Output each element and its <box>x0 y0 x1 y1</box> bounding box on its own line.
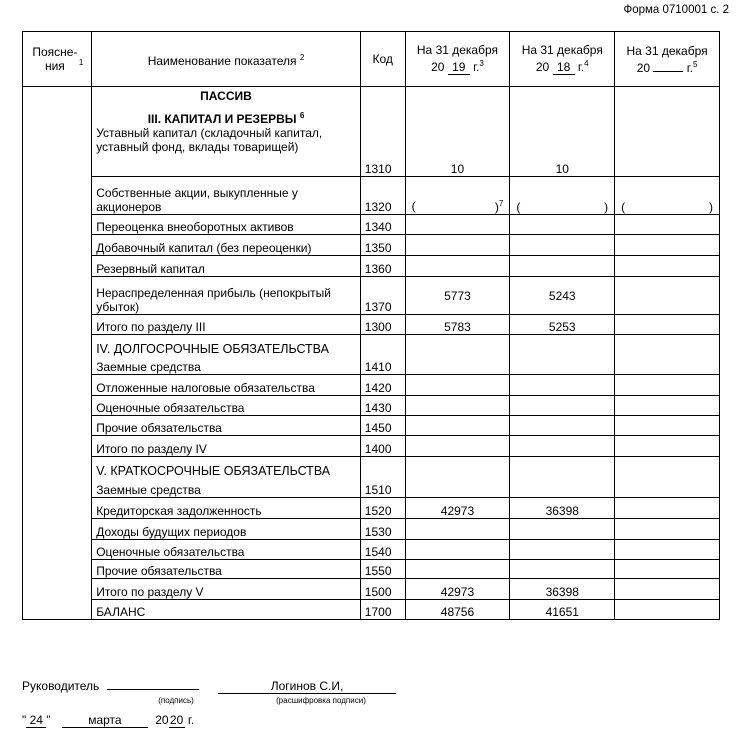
row-label: Уставный капитал (складочный капитал, уставный фонд, вклады товарищей) <box>96 126 323 154</box>
row-value-2 <box>510 396 615 416</box>
row-value-3 <box>615 375 720 396</box>
row-label: Оценочные обязательства <box>92 540 361 560</box>
row-code: 1500 <box>360 579 405 600</box>
header-col3: На 31 декабря 20 г.$^5$ <box>615 32 720 87</box>
row-value-2 <box>510 356 615 375</box>
row-value-3 <box>615 256 720 277</box>
row-label: Заемные средства <box>92 478 361 498</box>
row-value-2 <box>510 436 615 457</box>
row-value-1 <box>405 416 510 436</box>
table-row <box>23 540 720 560</box>
table-row <box>23 375 720 396</box>
row-code: 1350 <box>360 235 405 256</box>
row-value-1 <box>405 478 510 498</box>
row-value-3 <box>615 579 720 600</box>
row-label: Заемные средства <box>92 356 361 375</box>
row-code: 1450 <box>360 416 405 436</box>
table-row <box>23 457 720 478</box>
row-value-2 <box>510 256 615 277</box>
row-value-3 <box>615 396 720 416</box>
table-row <box>23 235 720 256</box>
row-value-1 <box>405 215 510 235</box>
row-value-3 <box>615 235 720 256</box>
row-value-1: 42973 <box>405 498 510 519</box>
section3-title: III. КАПИТАЛ И РЕЗЕРВЫ $^6$ <box>147 111 305 126</box>
table-row <box>23 215 720 235</box>
row-value-3 <box>615 478 720 498</box>
row-code: 1700 <box>360 600 405 620</box>
form-code: Форма 0710001 с. 2 <box>623 4 729 16</box>
table-row <box>23 177 720 215</box>
header-name: Наименование показателя $^2$ <box>92 32 361 87</box>
row-value-3 <box>615 87 720 177</box>
table-row <box>23 579 720 600</box>
table-row <box>23 277 720 315</box>
row-code: 1520 <box>360 498 405 519</box>
row-code: 1530 <box>360 519 405 540</box>
row-code: 1320 <box>360 177 405 215</box>
row-value-2: ( ) <box>510 177 615 215</box>
row-label: Прочие обязательства <box>92 416 361 436</box>
row-value-1 <box>405 540 510 560</box>
row-label: Оценочные обязательства <box>92 396 361 416</box>
table-row <box>23 560 720 579</box>
date-day: 24 <box>26 713 46 728</box>
signature-caption: (подпись) <box>158 696 194 705</box>
row-code: 1430 <box>360 396 405 416</box>
row-value-2: 36398 <box>510 498 615 519</box>
row-value-3 <box>615 600 720 620</box>
row-code: 1300 <box>360 315 405 335</box>
row-value-2 <box>510 478 615 498</box>
row-value-3 <box>615 416 720 436</box>
row-code: 1420 <box>360 375 405 396</box>
row-value-1 <box>405 396 510 416</box>
row-value-2 <box>510 375 615 396</box>
row-value-1 <box>405 235 510 256</box>
signature-line <box>22 679 396 694</box>
row-label: Итого по разделу III <box>92 315 361 335</box>
row-value-2: 36398 <box>510 579 615 600</box>
row-code: 1410 <box>360 356 405 375</box>
row-value-1 <box>405 375 510 396</box>
row-value-2: 5243 <box>510 277 615 315</box>
row-value-3 <box>615 277 720 315</box>
row-label: Собственные акции, выкупленные у акционеров <box>92 177 361 215</box>
row-value-3 <box>615 498 720 519</box>
signatory-role: Руководитель <box>22 679 100 693</box>
row-value-2: 41651 <box>510 600 615 620</box>
date-year: 20 <box>169 713 184 727</box>
table-header-row <box>23 32 720 87</box>
row-value-3 <box>615 215 720 235</box>
table-row <box>23 396 720 416</box>
header-code: Код <box>360 32 405 87</box>
row-value-1: 5773 <box>405 277 510 315</box>
row-value-2: 5253 <box>510 315 615 335</box>
row-value-2 <box>510 416 615 436</box>
section4-title: IV. ДОЛГОСРОЧНЫЕ ОБЯЗАТЕЛЬСТВА <box>92 335 361 356</box>
row-value-1 <box>405 436 510 457</box>
table-row <box>23 478 720 498</box>
table-row-total <box>23 600 720 620</box>
table-row <box>23 436 720 457</box>
row-value-2 <box>510 540 615 560</box>
row-value-1: 5783 <box>405 315 510 335</box>
table-row <box>23 87 720 177</box>
date-month: марта <box>62 713 148 728</box>
row-code: 1540 <box>360 540 405 560</box>
row-value-3 <box>615 356 720 375</box>
row-value-3 <box>615 436 720 457</box>
row-label: Отложенные налоговые обязательства <box>92 375 361 396</box>
row-value-1: 10 <box>405 87 510 177</box>
name-caption: (расшифровка подписи) <box>276 696 366 705</box>
table-row <box>23 256 720 277</box>
row-value-1: 48756 <box>405 600 510 620</box>
row-code: 1550 <box>360 560 405 579</box>
row-value-1: 42973 <box>405 579 510 600</box>
row-value-3: ( ) <box>615 177 720 215</box>
row-label: Доходы будущих периодов <box>92 519 361 540</box>
table-row <box>23 356 720 375</box>
table-row <box>23 416 720 436</box>
table-row <box>23 498 720 519</box>
row-code: 1340 <box>360 215 405 235</box>
row-label: Итого по разделу V <box>92 579 361 600</box>
row-value-3 <box>615 315 720 335</box>
row-value-1 <box>405 256 510 277</box>
table-row <box>23 519 720 540</box>
passiv-title: ПАССИВ <box>200 89 252 103</box>
row-code: 1310 <box>360 87 405 177</box>
row-value-1 <box>405 560 510 579</box>
row-label: Переоценка внеоборотных активов <box>92 215 361 235</box>
header-col2: На 31 декабря 20 18 г.$^4$ <box>510 32 615 87</box>
table-row <box>23 335 720 356</box>
row-value-2 <box>510 519 615 540</box>
row-label: БАЛАНС <box>92 600 361 620</box>
signatory-name: Логинов С.И, <box>218 679 396 694</box>
row-value-1 <box>405 519 510 540</box>
row-value-2: 10 <box>510 87 615 177</box>
table-row <box>23 315 720 335</box>
row-label: Кредиторская задолженность <box>92 498 361 519</box>
balance-table <box>22 31 720 620</box>
row-label: Прочие обязательства <box>92 560 361 579</box>
row-code: 1360 <box>360 256 405 277</box>
header-notes: Поясне-ния $^1$ <box>23 32 92 87</box>
row-value-3 <box>615 560 720 579</box>
row-value-1: ( )$^7$ <box>405 177 510 215</box>
row-label: Добавочный капитал (без переоценки) <box>92 235 361 256</box>
row-value-2 <box>510 215 615 235</box>
row-code: 1370 <box>360 277 405 315</box>
row-code: 1400 <box>360 436 405 457</box>
row-value-2 <box>510 560 615 579</box>
row-label: Итого по разделу IV <box>92 436 361 457</box>
row-label: Нераспределенная прибыль (непокрытый убыток) <box>92 277 361 315</box>
row-value-1 <box>405 356 510 375</box>
row-value-2 <box>510 235 615 256</box>
row-value-3 <box>615 519 720 540</box>
section5-title: V. КРАТКОСРОЧНЫЕ ОБЯЗАТЕЛЬСТВА <box>92 457 361 478</box>
date-line: " 24 " марта 2020 г. <box>22 713 195 727</box>
row-code: 1510 <box>360 478 405 498</box>
row-value-3 <box>615 540 720 560</box>
row-label: Резервный капитал <box>92 256 361 277</box>
signature-field <box>107 689 199 690</box>
header-col1: На 31 декабря 20 19 г.$^3$ <box>405 32 510 87</box>
